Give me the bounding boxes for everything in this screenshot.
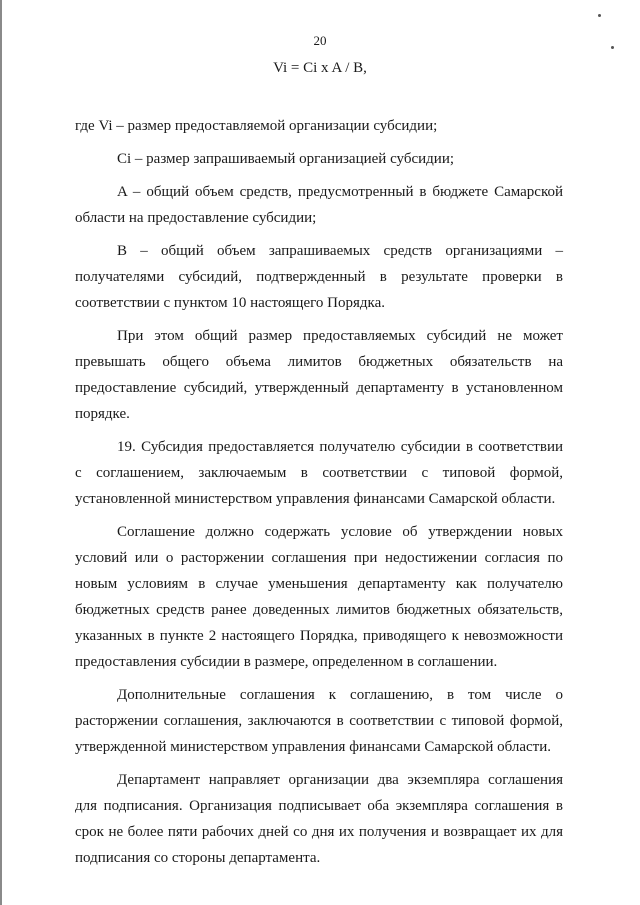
page-number: 20 — [313, 33, 327, 48]
definition-a: A – общий объем средств, предусмотренный в бюджете Самарской области на предоставление субсидии; — [75, 184, 563, 226]
definition-vi: где Vi – размер предоставляемой организации субсидии; — [75, 118, 438, 134]
paragraph-19: 19. Субсидия предоставляется получателю субсидии в соответствии с соглашением, заключаемым в соответствии с типовой формой, установленной министерством управления финансами Самарской области. — [75, 439, 563, 507]
definition-ci: Ci – размер запрашиваемый организацией субсидии; — [117, 151, 455, 167]
paragraph-additional-agreements: Дополнительные соглашения к соглашению, в том числе о расторжении соглашения, заключаются в соответствии с типовой формой, утвержденной министерством управления финансами Самарской области. — [75, 687, 563, 755]
paragraph-signing: Департамент направляет организации два экземпляра соглашения для подписания. Организация подписывает оба экземпляра соглашения в срок не более пяти рабочих дней со дня их получения и возвращает их для подписания со стороны департамента. — [75, 772, 563, 866]
scan-speck — [598, 14, 601, 17]
formula: Vi = Ci x A / B, — [273, 60, 367, 76]
paragraph-agreement-conditions: Соглашение должно содержать условие об утверждении новых условий или о расторжении соглашения при недостижении согласия по новым условиям в случае уменьшения департаменту как получателю бюджетных средств ранее доведенных лимитов бюджетных обязательств, указанных в пункте 2 настоящего Порядка, приводящего к невозможности предоставления субсидии в размере, определенном в соглашении. — [75, 524, 563, 670]
definition-b: B – общий объем запрашиваемых средств организациями – получателями субсидий, подтвержденный в результате проверки в соответствии с пунктом 10 настоящего Порядка. — [75, 243, 563, 311]
paragraph-total-limit: При этом общий размер предоставляемых субсидий не может превышать общего объема лимитов бюджетных обязательств на предоставление субсидий, утвержденный департаменту в установленном порядке. — [75, 328, 563, 422]
scan-edge — [0, 0, 2, 905]
document-body — [75, 113, 563, 871]
